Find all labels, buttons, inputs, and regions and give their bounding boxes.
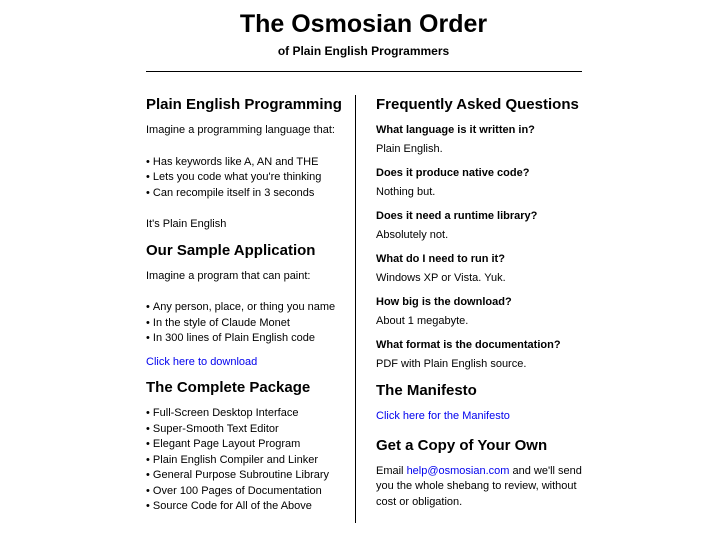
faq-question: Does it need a runtime library?	[376, 210, 538, 222]
list-item: • Lets you code what you're thinking	[146, 170, 346, 186]
faq-item	[376, 295, 586, 329]
sample-app-intro: Imagine a program that can paint:	[146, 269, 311, 282]
list-item: • Over 100 Pages of Documentation	[146, 484, 346, 500]
faq-question: Does it produce native code?	[376, 167, 530, 179]
plain-english-heading: Plain English Programming	[146, 96, 342, 113]
faq-answer: Absolutely not.	[376, 228, 449, 241]
faq-answer: About 1 megabyte.	[376, 314, 469, 327]
download-link[interactable]: Click here to download	[146, 355, 258, 368]
header-divider	[146, 71, 582, 72]
faq-answer: Plain English.	[376, 142, 443, 155]
faq-heading: Frequently Asked Questions	[376, 96, 579, 113]
sample-app-list	[146, 300, 346, 347]
manifesto-heading: The Manifesto	[376, 382, 477, 399]
manifesto-link[interactable]: Click here for the Manifesto	[376, 410, 510, 422]
list-item: • In the style of Claude Monet	[146, 316, 346, 332]
get-copy-suffix: and we'll send you the whole shebang to review, without cost or obligation.	[376, 464, 582, 508]
list-item: • Full-Screen Desktop Interface	[146, 406, 346, 422]
faq-answer: Nothing but.	[376, 185, 436, 198]
faq-item	[376, 252, 586, 286]
list-item: • In 300 lines of Plain English code	[146, 331, 346, 347]
faq-question: What format is the documentation?	[376, 339, 561, 351]
list-item: • Source Code for All of the Above	[146, 499, 346, 515]
list-item: • General Purpose Subroutine Library	[146, 468, 346, 484]
email-link[interactable]: help@osmosian.com	[406, 464, 510, 477]
list-item: • Super-Smooth Text Editor	[146, 422, 346, 438]
list-item: • Has keywords like A, AN and THE	[146, 155, 346, 171]
page-title: The Osmosian Order	[239, 10, 488, 38]
page-subtitle: of Plain English Programmers	[277, 44, 450, 58]
list-item: • Elegant Page Layout Program	[146, 437, 346, 453]
package-heading: The Complete Package	[146, 379, 311, 396]
faq-section	[376, 95, 586, 372]
plain-english-outro: It's Plain English	[146, 218, 227, 230]
plain-english-list	[146, 155, 346, 202]
get-copy-heading: Get a Copy of Your Own	[376, 436, 548, 454]
faq-question: How big is the download?	[376, 296, 512, 308]
package-list	[146, 406, 346, 515]
get-copy-prefix: Email	[376, 464, 407, 477]
faq-item	[376, 338, 586, 372]
manifesto-section	[376, 381, 586, 425]
list-item: • Plain English Compiler and Linker	[146, 453, 346, 469]
faq-answer: Windows XP or Vista. Yuk.	[376, 271, 506, 284]
list-item: • Any person, place, or thing you name	[146, 300, 346, 316]
get-copy-text	[376, 464, 586, 511]
right-column	[376, 95, 586, 510]
column-divider	[355, 95, 356, 523]
faq-question: What do I need to run it?	[376, 253, 505, 265]
get-copy-section	[376, 436, 586, 511]
sample-app-section	[146, 241, 346, 371]
faq-answer: PDF with Plain English source.	[376, 357, 527, 370]
plain-english-intro: Imagine a programming language that:	[146, 124, 335, 136]
faq-question: What language is it written in?	[376, 124, 535, 136]
faq-item	[376, 209, 586, 243]
left-column	[146, 95, 346, 515]
list-item: • Can recompile itself in 3 seconds	[146, 186, 346, 202]
sample-app-heading: Our Sample Application	[146, 241, 316, 259]
package-section	[146, 378, 346, 515]
plain-english-section	[146, 95, 346, 233]
faq-item	[376, 166, 586, 200]
faq-item	[376, 123, 586, 157]
